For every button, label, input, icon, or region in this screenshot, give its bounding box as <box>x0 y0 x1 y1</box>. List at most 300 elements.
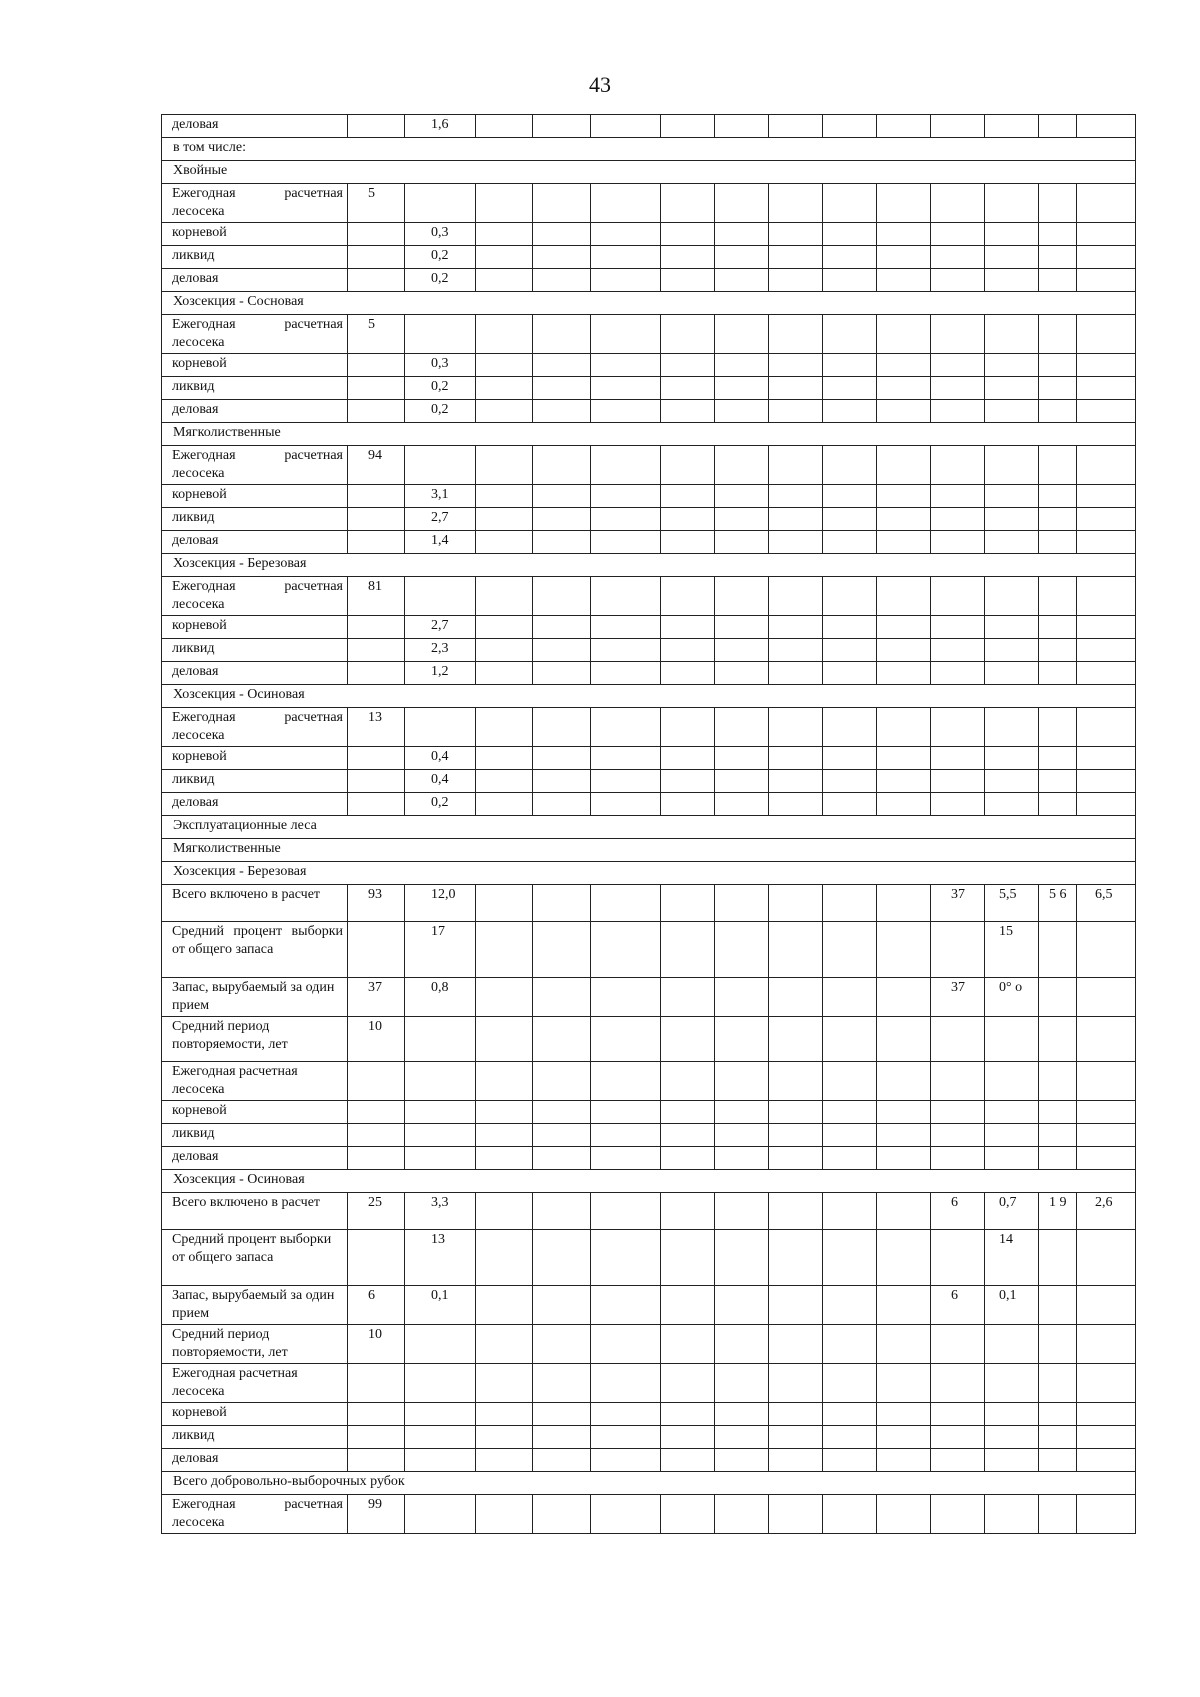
row-label <box>162 1403 348 1426</box>
cell-empty <box>591 577 661 616</box>
cell-empty <box>533 747 591 770</box>
cell-empty <box>591 184 661 223</box>
cell-value <box>405 1325 476 1364</box>
cell-empty <box>823 400 877 423</box>
table-row <box>162 246 1136 269</box>
section-heading: Хозсекция - Осиновая <box>162 685 1136 708</box>
section-heading: Эксплуатационные леса <box>162 816 1136 839</box>
cell-value: 6 <box>348 1286 405 1325</box>
cell-empty <box>715 446 769 485</box>
cell-value: 1,2 <box>405 662 476 685</box>
cell-empty <box>661 508 715 531</box>
cell-value: 0,2 <box>405 269 476 292</box>
row-label-text: корневой <box>172 487 227 502</box>
cell-value <box>1077 400 1136 423</box>
row-label-text: ликвид <box>172 772 215 787</box>
cell-value <box>348 531 405 554</box>
section-row <box>162 685 1136 708</box>
cell-empty <box>591 377 661 400</box>
cell-value: 10 <box>348 1325 405 1364</box>
cell-empty <box>476 639 533 662</box>
cell-empty <box>591 1124 661 1147</box>
cell-empty <box>661 616 715 639</box>
cell-value <box>1039 531 1077 554</box>
cell-empty <box>661 747 715 770</box>
cell-empty <box>533 269 591 292</box>
cell-empty <box>769 269 823 292</box>
cell-value <box>931 1403 985 1426</box>
cell-value <box>348 508 405 531</box>
cell-empty <box>877 708 931 747</box>
cell-empty <box>877 747 931 770</box>
cell-empty <box>877 246 931 269</box>
cell-empty <box>715 793 769 816</box>
cell-empty <box>769 577 823 616</box>
cell-empty <box>769 400 823 423</box>
cell-empty <box>823 708 877 747</box>
cell-value <box>931 377 985 400</box>
cell-empty <box>715 115 769 138</box>
cell-value <box>1039 770 1077 793</box>
cell-empty <box>715 922 769 978</box>
cell-value <box>931 1017 985 1062</box>
cell-value <box>931 747 985 770</box>
cell-value: 99 <box>348 1495 405 1534</box>
cell-empty <box>877 1017 931 1062</box>
row-label-text: ликвид <box>172 1126 215 1141</box>
section-row <box>162 862 1136 885</box>
cell-value <box>1077 793 1136 816</box>
cell-empty <box>476 246 533 269</box>
cell-value <box>985 531 1039 554</box>
cell-value <box>985 1364 1039 1403</box>
cell-empty <box>476 1062 533 1101</box>
cell-value <box>348 400 405 423</box>
cell-value <box>1039 793 1077 816</box>
row-label-text: корневой <box>172 225 227 240</box>
cell-empty <box>877 616 931 639</box>
cell-empty <box>769 1147 823 1170</box>
cell-empty <box>877 1062 931 1101</box>
cell-empty <box>877 508 931 531</box>
cell-empty <box>533 1147 591 1170</box>
cell-value <box>348 1364 405 1403</box>
cell-empty <box>591 616 661 639</box>
cell-empty <box>661 1449 715 1472</box>
cell-empty <box>533 1193 591 1230</box>
cell-value <box>348 269 405 292</box>
cell-value <box>985 1017 1039 1062</box>
row-label-text: Всего включено в расчет <box>172 1195 321 1210</box>
cell-empty <box>715 577 769 616</box>
cell-value <box>348 1403 405 1426</box>
cell-empty <box>877 1230 931 1286</box>
cell-empty <box>661 223 715 246</box>
cell-value: 13 <box>348 708 405 747</box>
cell-value <box>931 662 985 685</box>
row-label <box>162 354 348 377</box>
table-row <box>162 577 1136 616</box>
cell-empty <box>823 531 877 554</box>
cell-empty <box>769 377 823 400</box>
cell-value <box>405 577 476 616</box>
row-label <box>162 747 348 770</box>
cell-value <box>931 1325 985 1364</box>
cell-value <box>405 1124 476 1147</box>
section-heading: Хозсекция - Осиновая <box>162 1170 1136 1193</box>
cell-value <box>1039 354 1077 377</box>
table-row <box>162 1325 1136 1364</box>
table-row <box>162 223 1136 246</box>
cell-empty <box>591 1101 661 1124</box>
cell-empty <box>715 747 769 770</box>
cell-empty <box>877 1101 931 1124</box>
cell-empty <box>769 184 823 223</box>
cell-empty <box>591 1325 661 1364</box>
cell-empty <box>591 246 661 269</box>
cell-empty <box>661 770 715 793</box>
cell-value <box>1039 184 1077 223</box>
cell-empty <box>877 315 931 354</box>
cell-empty <box>533 1062 591 1101</box>
cell-value <box>1077 223 1136 246</box>
cell-value <box>1039 1426 1077 1449</box>
row-label-text: Ежегодная расчетная лесосека <box>172 448 343 481</box>
cell-empty <box>769 793 823 816</box>
cell-empty <box>877 1193 931 1230</box>
cell-value <box>1077 978 1136 1017</box>
cell-value <box>405 1017 476 1062</box>
cell-value <box>1039 1449 1077 1472</box>
row-label-text: Ежегодная расчетная лесосека <box>172 1064 298 1097</box>
cell-empty <box>533 531 591 554</box>
cell-value <box>348 770 405 793</box>
cell-empty <box>476 115 533 138</box>
forest-harvest-table <box>161 114 1136 1534</box>
cell-empty <box>769 354 823 377</box>
cell-empty <box>476 577 533 616</box>
cell-empty <box>533 793 591 816</box>
table-row <box>162 885 1136 922</box>
cell-empty <box>591 1230 661 1286</box>
cell-empty <box>476 922 533 978</box>
row-label-text: корневой <box>172 749 227 764</box>
cell-empty <box>877 793 931 816</box>
cell-empty <box>476 1286 533 1325</box>
cell-empty <box>715 400 769 423</box>
cell-empty <box>769 662 823 685</box>
cell-empty <box>877 184 931 223</box>
cell-empty <box>769 885 823 922</box>
cell-value <box>348 1147 405 1170</box>
cell-empty <box>715 377 769 400</box>
cell-value <box>1077 1230 1136 1286</box>
cell-empty <box>661 978 715 1017</box>
table-row <box>162 115 1136 138</box>
cell-value <box>985 1495 1039 1534</box>
cell-empty <box>533 115 591 138</box>
cell-value <box>1077 377 1136 400</box>
cell-empty <box>823 793 877 816</box>
cell-empty <box>661 639 715 662</box>
cell-empty <box>661 1147 715 1170</box>
cell-empty <box>769 115 823 138</box>
cell-value <box>985 246 1039 269</box>
section-heading: Мягколиственные <box>162 839 1136 862</box>
row-label <box>162 639 348 662</box>
cell-empty <box>661 1325 715 1364</box>
cell-empty <box>769 770 823 793</box>
cell-empty <box>591 1495 661 1534</box>
cell-value: 0,2 <box>405 246 476 269</box>
cell-empty <box>877 115 931 138</box>
row-label <box>162 1325 348 1364</box>
cell-empty <box>823 223 877 246</box>
row-label-text: Средний период повторяемости, лет <box>172 1019 288 1052</box>
cell-empty <box>591 885 661 922</box>
row-label-text: корневой <box>172 618 227 633</box>
cell-empty <box>877 1495 931 1534</box>
table-row <box>162 485 1136 508</box>
cell-value <box>348 1062 405 1101</box>
section-heading: Хозсекция - Сосновая <box>162 292 1136 315</box>
table-row <box>162 1426 1136 1449</box>
row-label <box>162 708 348 747</box>
cell-empty <box>591 770 661 793</box>
cell-empty <box>877 639 931 662</box>
table-row <box>162 354 1136 377</box>
cell-empty <box>769 639 823 662</box>
cell-empty <box>715 770 769 793</box>
cell-value <box>931 115 985 138</box>
row-label-text: ликвид <box>172 379 215 394</box>
cell-empty <box>533 1230 591 1286</box>
cell-empty <box>533 1124 591 1147</box>
cell-value: 3,1 <box>405 485 476 508</box>
cell-value <box>1039 115 1077 138</box>
cell-empty <box>533 1426 591 1449</box>
cell-empty <box>823 485 877 508</box>
table-row <box>162 1062 1136 1101</box>
cell-empty <box>533 1017 591 1062</box>
cell-empty <box>823 616 877 639</box>
cell-empty <box>769 1017 823 1062</box>
cell-empty <box>591 1426 661 1449</box>
cell-empty <box>591 485 661 508</box>
cell-value <box>985 508 1039 531</box>
cell-empty <box>533 639 591 662</box>
cell-empty <box>769 1403 823 1426</box>
cell-empty <box>715 1426 769 1449</box>
cell-empty <box>661 115 715 138</box>
cell-value <box>985 269 1039 292</box>
cell-value: 0,2 <box>405 377 476 400</box>
cell-value <box>1039 922 1077 978</box>
row-label <box>162 770 348 793</box>
cell-value: 10 <box>348 1017 405 1062</box>
row-label <box>162 1426 348 1449</box>
cell-empty <box>661 485 715 508</box>
section-row <box>162 161 1136 184</box>
cell-value <box>1077 531 1136 554</box>
table-row <box>162 400 1136 423</box>
cell-empty <box>715 662 769 685</box>
row-label <box>162 1062 348 1101</box>
cell-value <box>931 400 985 423</box>
cell-empty <box>476 485 533 508</box>
cell-value <box>931 793 985 816</box>
cell-empty <box>661 1124 715 1147</box>
cell-empty <box>661 1403 715 1426</box>
cell-value: 37 <box>931 978 985 1017</box>
cell-value <box>1039 246 1077 269</box>
row-label-text: деловая <box>172 664 219 679</box>
cell-empty <box>591 400 661 423</box>
table-row <box>162 747 1136 770</box>
cell-empty <box>823 269 877 292</box>
cell-value <box>1039 508 1077 531</box>
cell-empty <box>877 223 931 246</box>
cell-empty <box>661 922 715 978</box>
cell-empty <box>823 1230 877 1286</box>
cell-empty <box>715 1495 769 1534</box>
cell-value <box>1039 1062 1077 1101</box>
cell-empty <box>715 978 769 1017</box>
cell-value <box>931 708 985 747</box>
table-row <box>162 531 1136 554</box>
row-label-text: Ежегодная расчетная лесосека <box>172 1497 343 1530</box>
cell-empty <box>533 400 591 423</box>
cell-empty <box>661 531 715 554</box>
row-label <box>162 400 348 423</box>
cell-value <box>405 446 476 485</box>
cell-value <box>348 1101 405 1124</box>
row-label-text: Средний процент выборки от общего запаса <box>172 924 343 957</box>
cell-empty <box>533 354 591 377</box>
row-label <box>162 1101 348 1124</box>
cell-empty <box>877 662 931 685</box>
row-label <box>162 922 348 978</box>
cell-value <box>405 184 476 223</box>
cell-empty <box>769 246 823 269</box>
table-row <box>162 1147 1136 1170</box>
cell-value <box>931 531 985 554</box>
cell-value <box>1077 708 1136 747</box>
cell-value <box>405 708 476 747</box>
cell-empty <box>533 1286 591 1325</box>
cell-empty <box>661 1426 715 1449</box>
cell-value: 81 <box>348 577 405 616</box>
cell-empty <box>591 1062 661 1101</box>
cell-value <box>931 1495 985 1534</box>
cell-value <box>931 922 985 978</box>
row-label <box>162 531 348 554</box>
cell-value <box>985 377 1039 400</box>
cell-empty <box>533 315 591 354</box>
cell-value: 2,6 <box>1077 1193 1136 1230</box>
cell-empty <box>769 1193 823 1230</box>
cell-empty <box>533 1449 591 1472</box>
row-label-text: Ежегодная расчетная лесосека <box>172 710 343 743</box>
row-label <box>162 1230 348 1286</box>
cell-empty <box>769 1426 823 1449</box>
cell-empty <box>476 400 533 423</box>
cell-empty <box>476 616 533 639</box>
table-row <box>162 1193 1136 1230</box>
cell-value <box>985 1325 1039 1364</box>
table-row <box>162 1101 1136 1124</box>
table-row <box>162 184 1136 223</box>
cell-value: 0,8 <box>405 978 476 1017</box>
cell-empty <box>769 485 823 508</box>
row-label <box>162 1193 348 1230</box>
cell-empty <box>476 1124 533 1147</box>
row-label <box>162 978 348 1017</box>
cell-value <box>405 315 476 354</box>
cell-empty <box>533 485 591 508</box>
section-heading: в том числе: <box>162 138 1136 161</box>
cell-value <box>405 1062 476 1101</box>
cell-value <box>1077 1403 1136 1426</box>
cell-empty <box>769 223 823 246</box>
cell-empty <box>715 1325 769 1364</box>
cell-empty <box>823 508 877 531</box>
cell-empty <box>476 1449 533 1472</box>
cell-empty <box>715 184 769 223</box>
cell-empty <box>823 246 877 269</box>
cell-value <box>405 1495 476 1534</box>
cell-empty <box>533 577 591 616</box>
cell-empty <box>877 377 931 400</box>
cell-empty <box>591 747 661 770</box>
cell-empty <box>661 1286 715 1325</box>
cell-value <box>348 223 405 246</box>
cell-value: 0,3 <box>405 354 476 377</box>
cell-empty <box>476 770 533 793</box>
cell-value <box>405 1403 476 1426</box>
row-label-text: Средний период повторяемости, лет <box>172 1327 288 1360</box>
cell-empty <box>661 184 715 223</box>
cell-empty <box>591 315 661 354</box>
cell-value <box>348 1426 405 1449</box>
cell-value <box>1077 1147 1136 1170</box>
cell-value: 93 <box>348 885 405 922</box>
table-row <box>162 315 1136 354</box>
cell-value <box>1039 377 1077 400</box>
table-row <box>162 1403 1136 1426</box>
cell-empty <box>476 377 533 400</box>
table-row <box>162 978 1136 1017</box>
cell-empty <box>823 354 877 377</box>
cell-value <box>1077 115 1136 138</box>
cell-empty <box>823 662 877 685</box>
cell-value <box>348 639 405 662</box>
cell-empty <box>823 885 877 922</box>
cell-empty <box>591 1193 661 1230</box>
table-row <box>162 446 1136 485</box>
cell-empty <box>715 246 769 269</box>
row-label <box>162 793 348 816</box>
table-row <box>162 662 1136 685</box>
cell-value <box>931 354 985 377</box>
cell-value <box>931 485 985 508</box>
row-label-text: Ежегодная расчетная лесосека <box>172 317 343 350</box>
cell-value <box>1077 315 1136 354</box>
table-row <box>162 1449 1136 1472</box>
cell-value: 6 <box>931 1286 985 1325</box>
cell-value <box>1077 747 1136 770</box>
cell-value <box>931 770 985 793</box>
